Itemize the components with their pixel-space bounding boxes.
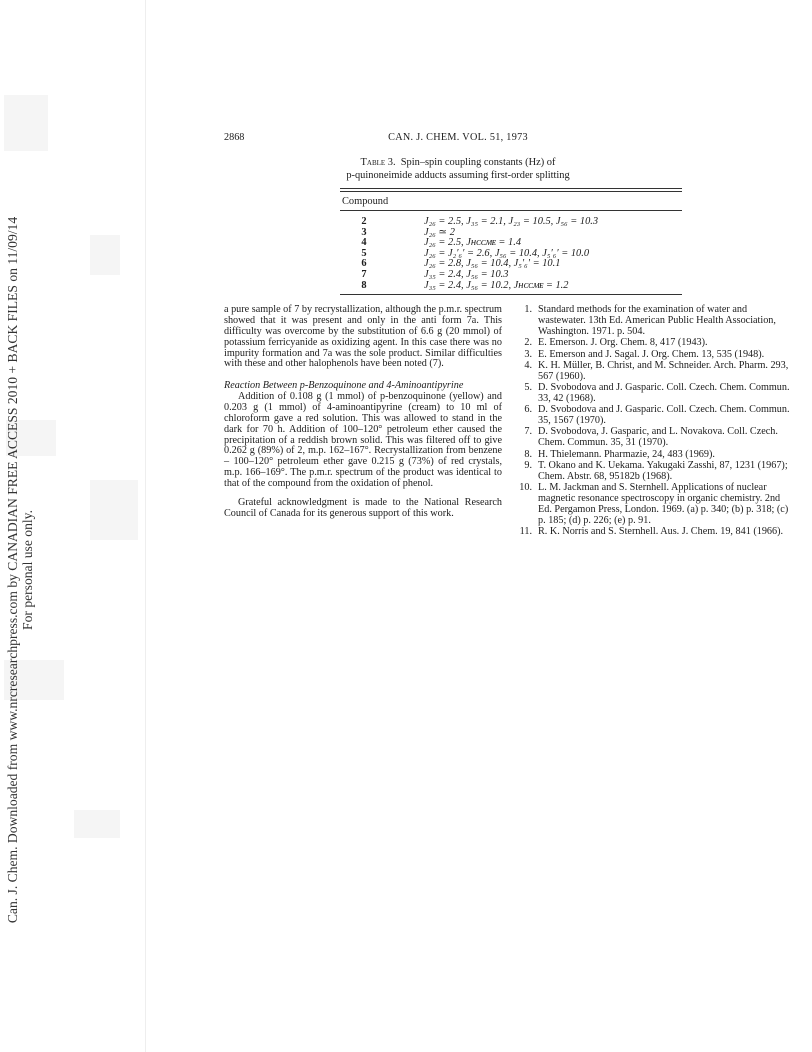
reference-text: Standard methods for the examination of water and wastewater. 13th Ed. American Public Health Association, Washington. 1971. p. 504. <box>538 304 776 337</box>
reference-item <box>514 527 794 538</box>
compound-number: 3 <box>361 226 367 238</box>
left-column <box>224 305 502 519</box>
page-number: 2868 <box>224 132 245 143</box>
compound-number: 5 <box>361 247 367 259</box>
table-label: Table 3. <box>360 157 396 168</box>
coupling-values: J₃₅ = 2.4, J₅₆ = 10.3 <box>424 268 509 280</box>
reference-text: D. Svobodova and J. Gasparic. Coll. Czech. Chem. Commun. 33, 42 (1968). <box>538 382 790 404</box>
coupling-values: J₂₆ = 2.5, J₃₅ = 2.1, J₂₃ = 10.5, J₅₆ = 10.3 <box>424 216 599 227</box>
table-row <box>340 270 682 281</box>
coupling-constants-table <box>340 188 682 295</box>
reference-number: 3. <box>524 348 532 360</box>
table-body <box>340 217 682 291</box>
table-row <box>340 281 682 292</box>
reference-item <box>514 361 794 383</box>
coupling-values: J₂₆ ≃ 2 <box>424 226 455 238</box>
download-watermark <box>0 120 40 1020</box>
scan-artifact <box>90 480 138 540</box>
watermark-line-1: Can. J. Chem. Downloaded from www.nrcresearchpress.com by CANADIAN FREE ACCESS 2010 + BACK FILES on 11/09/14 <box>5 216 20 924</box>
reference-number: 7. <box>524 426 532 438</box>
reference-text: E. Emerson and J. Sagal. J. Org. Chem. 13, 535 (1948). <box>538 348 765 360</box>
coupling-values: J₂₆ = 2.5, Jʜᴄᴄᴍᴇ = 1.4 <box>424 237 522 249</box>
reference-item <box>514 450 794 461</box>
coupling-values: J₂₆ = 2.8, J₅₆ = 10.4, J₅′₆′ = 10.1 <box>424 258 561 270</box>
reference-item <box>514 405 794 427</box>
acknowledgment: Grateful acknowledgment is made to the National Research Council of Canada for its generous support of this work. <box>224 496 502 519</box>
reference-number: 8. <box>524 448 532 460</box>
reference-number: 9. <box>524 459 532 471</box>
reference-number: 2. <box>524 337 532 349</box>
journal-page <box>224 132 790 538</box>
compound-number: 7 <box>361 268 367 280</box>
reference-item <box>514 350 794 361</box>
references-list <box>514 305 794 538</box>
scan-edge-line <box>145 0 146 1052</box>
reference-item <box>514 427 794 449</box>
table-caption <box>224 156 692 182</box>
reference-text: D. Svobodova, J. Gasparic, and L. Novakova. Coll. Czech. Chem. Commun. 35, 31 (1970). <box>538 426 778 449</box>
reference-item <box>514 461 794 483</box>
table-caption-line-2: p-quinoneimide adducts assuming first-order splitting <box>346 170 570 181</box>
reference-number: 1. <box>524 304 532 316</box>
section-heading: Reaction Between p-Benzoquinone and 4-Aminoantipyrine <box>224 380 464 392</box>
reference-text: K. H. Müller, B. Christ, and M. Schneider. Arch. Pharm. 293, 567 (1960). <box>538 359 789 382</box>
journal-citation: CAN. J. CHEM. VOL. 51, 1973 <box>388 132 528 143</box>
compound-number: 8 <box>361 279 367 291</box>
reference-text: H. Thielemann. Pharmazie, 24, 483 (1969). <box>538 448 715 460</box>
watermark-line-2: For personal use only. <box>20 510 35 630</box>
reference-text: R. K. Norris and S. Sternhell. Aus. J. Chem. 19, 841 (1966). <box>538 526 784 538</box>
table-row <box>340 217 682 228</box>
table-column-header: Compound <box>342 196 389 207</box>
reference-item <box>514 483 794 526</box>
compound-number: 4 <box>361 237 367 249</box>
table-caption-line-1: Spin–spin coupling constants (Hz) of <box>400 157 556 168</box>
table-row <box>340 259 682 270</box>
running-head <box>224 132 692 148</box>
reference-text: E. Emerson. J. Org. Chem. 8, 417 (1943). <box>538 337 708 349</box>
reference-number: 5. <box>524 382 532 394</box>
reference-text: T. Okano and K. Uekama. Yakugaki Zasshi, 87, 1231 (1967); Chem. Abstr. 68, 95182b (1968). <box>538 459 788 482</box>
reference-item <box>514 383 794 405</box>
reference-text: D. Svobodova and J. Gasparic. Coll. Czech. Chem. Commun. 35, 1567 (1970). <box>538 404 790 427</box>
body-paragraph: a pure sample of 7 by recrystallization, although the p.m.r. spectrum showed that it was present and only in the anti form 7a. This difficulty was overcome by the substitution of 6.6 g (20 mmol) of potassium ferricyanide as oxidizing agent. In this case there was no impurity formation and 7a was the sole product. Similar difficulties with these and other halophenols have been noted (7). <box>224 304 502 370</box>
reference-number: 10. <box>519 482 532 494</box>
coupling-values: J₃₅ = 2.4, J₅₆ = 10.2, Jʜᴄᴄᴍᴇ = 1.2 <box>424 279 569 291</box>
compound-number: 6 <box>361 258 367 270</box>
reference-number: 4. <box>524 359 532 371</box>
compound-number: 2 <box>361 216 367 227</box>
body-paragraph: Addition of 0.108 g (1 mmol) of p-benzoquinone (yellow) and 0.203 g (1 mmol) of 4-aminoantipyrine (cream) to 10 ml of chloroform gave a red solution. This was allowed to stand in the dark for 70 h. Addition of 100–120° petroleum ether caused the precipitation of a reddish brown solid. This was filtered off to give 0.262 g (89%) of 2, m.p. 162–167°. Recrystallization from benzene – 100–120° petroleum ether gave 0.215 g (73%) of red crystals, m.p. 166–169°. The p.m.r. spectrum of the product was identical to that of the compound from the oxidation of phenol. <box>224 391 502 489</box>
coupling-values: J₂₆ = J₂′₆′ = 2.6, J₅₆ = 10.4, J₅′₆′ = 10.0 <box>424 247 590 259</box>
scan-artifact <box>74 810 120 838</box>
reference-number: 6. <box>524 404 532 416</box>
reference-text: L. M. Jackman and S. Sternhell. Applications of nuclear magnetic resonance spectroscopy in organic chemistry. 2nd Ed. Pergamon Press, London. 1969. (a) p. 340; (b) p. 318; (c) p. 185; (d) p. 226; (e) p. 91. <box>538 482 789 526</box>
reference-number: 11. <box>519 526 532 538</box>
reference-item <box>514 338 794 349</box>
scan-artifact <box>90 235 120 275</box>
reference-item <box>514 305 794 338</box>
